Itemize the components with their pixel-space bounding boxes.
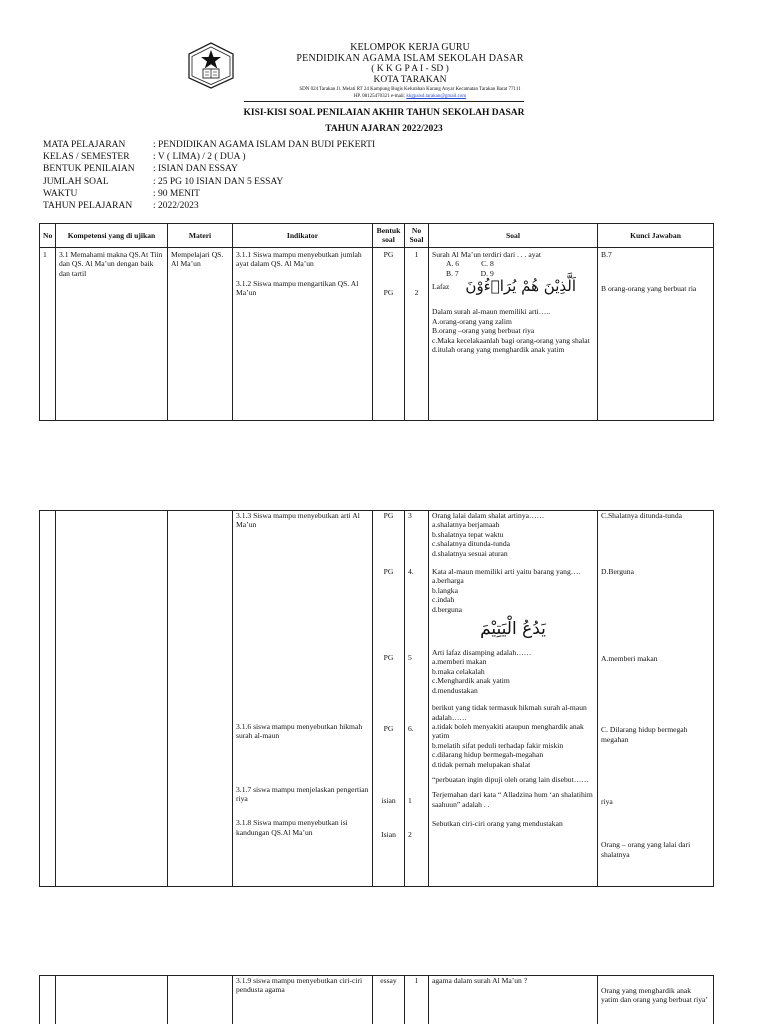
soal-1-question: Surah Al Ma’un terdiri dari . . . ayat	[432, 249, 542, 259]
soal-6-line: d.tidak pernah melupakan shalat	[432, 759, 531, 769]
info-value: : 25 PG 10 ISIAN DAN 5 ESSAY	[153, 176, 284, 187]
option-b: B. 7	[446, 268, 459, 278]
table-row	[40, 976, 714, 1024]
email-link[interactable]: kkgpaisd.tarakan@gmail.com	[406, 94, 467, 99]
info-row	[43, 200, 375, 212]
no-soal-2: 2	[414, 288, 419, 298]
kop-line-2: PENDIDIKAN AGAMA ISLAM SEKOLAH DASAR	[296, 53, 524, 64]
option-d: D. 9	[480, 268, 494, 278]
soal-7-line: “perbuatan ingin dipuji oleh orang lain disebut……	[432, 774, 589, 784]
info-label: TAHUN PELAJARAN	[43, 200, 133, 211]
identity-info	[43, 139, 375, 212]
cell-materi	[168, 976, 233, 1024]
doc-title: KISI-KISI SOAL PENILAIAN AKHIR TAHUN SEKOLAH DASAR	[243, 108, 525, 118]
soal-6-line: a.tidak boleh menyakiti ataupun menghardik anak yatim	[432, 721, 584, 741]
cell-no: 1	[40, 247, 56, 420]
cell-kompetensi	[56, 511, 168, 887]
grid-table-page-1	[39, 223, 714, 421]
soal-4-line: c.indah	[432, 595, 455, 605]
cell-soal	[429, 511, 598, 887]
arabic-verse-yadu-ul-yatim: يَدُعُ الْيَتِيْمَ	[480, 619, 546, 640]
cell-soal	[429, 247, 598, 420]
soal-3-line: b.shalatnya tepat waktu	[432, 529, 504, 539]
soal-4-line: Kata al-maun memiliki arti yaitu barang yang….	[432, 567, 581, 577]
soal-1-options-ac	[432, 259, 594, 268]
soal-9-line: Sebutkan ciri-ciri orang yang mendustakan	[432, 819, 563, 829]
cell-bentuk	[373, 511, 405, 887]
bentuk-5: PG	[383, 652, 394, 662]
kunci-7: riya	[601, 797, 613, 807]
bentuk-1: PG	[383, 249, 394, 259]
indikator-3-1-7: 3.1.7 siswa mampu menjelaskan pengertian riya	[236, 784, 369, 804]
info-value: : 2022/2023	[153, 200, 199, 211]
cell-materi	[168, 511, 233, 887]
indikator-3-1-3: 3.1.3 Siswa mampu menyebutkan arti Al Ma’un	[236, 511, 360, 530]
kunci-5: A.memberi makan	[601, 653, 658, 663]
lafaz-label: Lafaz	[432, 282, 450, 292]
cell-bentuk	[373, 247, 405, 420]
cell-materi: Mempelajari QS. Al Ma’un	[168, 247, 233, 420]
no-soal-6: 6.	[408, 724, 414, 734]
bentuk-7: isian	[381, 795, 396, 805]
soal-4-line: a.berharga	[432, 576, 464, 586]
kop-line-3: ( K K G P A I - SD )	[371, 64, 449, 74]
cell-no-soal	[405, 511, 429, 887]
info-row	[43, 163, 375, 175]
bentuk-6: PG	[383, 724, 394, 734]
kop-divider	[244, 101, 524, 102]
indikator-3-1-8: 3.1.8 Siswa mampu menyebutkan isi kandungan QS.Al Ma’un	[236, 818, 348, 837]
info-value: : PENDIDIKAN AGAMA ISLAM DAN BUDI PEKERTI	[153, 140, 376, 150]
cell-indikator	[233, 511, 373, 887]
col-header-no: No	[40, 224, 56, 248]
kop-line-4: KOTA TARAKAN	[373, 75, 447, 85]
soal-8-line: Terjemahan dari kata “ Alladzina hum ‘an shalatihim saahuun” adalah . .	[432, 790, 593, 809]
cell-kompetensi	[56, 976, 168, 1024]
soal-3-line: d.shalatnya sesuai aturan	[432, 548, 508, 558]
info-label: WAKTU	[43, 188, 78, 199]
soal-4-line: d.berguna	[432, 604, 463, 614]
cell-no	[40, 511, 56, 887]
kop-contact	[240, 93, 580, 100]
cell-no	[40, 976, 56, 1024]
soal-2-line: A.orang-orang yang zalim	[432, 316, 512, 326]
soal-3-line: a.shalatnya berjamaah	[432, 520, 500, 530]
indikator-3-1-1: 3.1.1 Siswa mampu menyebutkan jumlah ayat dalam QS. Al Ma’un	[236, 249, 362, 269]
info-label: KELAS / SEMESTER	[43, 152, 130, 163]
arabic-row	[432, 614, 594, 644]
col-header-materi: Materi	[168, 224, 233, 248]
soal-5-line: Arti lafaz disamping adalah……	[432, 648, 532, 658]
soal-5-line: d.mendustakan	[432, 685, 478, 695]
col-header-no-soal: No Soal	[405, 224, 429, 248]
col-header-kunci: Kunci Jawaban	[598, 224, 714, 248]
kop-line-1: KELOMPOK KERJA GURU	[350, 42, 470, 53]
no-soal-5: 5	[408, 652, 412, 662]
kunci-3: C.Shalatnya ditunda-tunda	[601, 511, 682, 520]
kunci-1: B.7	[601, 249, 612, 259]
cell-kunci: Orang yang menghardik anak yatim dan orang yang berbuat riya’	[598, 976, 714, 1024]
kunci-4: D.Berguna	[601, 567, 634, 577]
soal-5-line: a.memberi makan	[432, 657, 487, 667]
soal-2-line: c.Maka kecelakaanlah bagi orang-orang yang shalat	[432, 335, 590, 345]
grid-table-page-2	[39, 510, 714, 887]
doc-subtitle: TAHUN AJARAN 2022/2023	[325, 124, 443, 134]
info-label: JUMLAH SOAL	[43, 176, 109, 187]
bentuk-3: PG	[383, 511, 394, 520]
bentuk-4: PG	[383, 567, 394, 577]
soal-5-line: c.Menghardik anak yatim	[432, 676, 510, 686]
cell-kunci	[598, 511, 714, 887]
soal-4-line: b.langka	[432, 585, 458, 595]
info-value: : V ( LIMA) / 2 ( DUA )	[153, 152, 246, 163]
info-value: : ISIAN DAN ESSAY	[153, 164, 238, 175]
cell-bentuk: essay	[373, 976, 405, 1024]
no-soal-1: 1	[414, 249, 419, 259]
cell-no-soal: 1	[405, 976, 429, 1024]
no-soal-8: 2	[408, 830, 412, 840]
option-a: A. 6	[446, 259, 460, 269]
no-soal-3: 3	[408, 511, 412, 520]
info-row	[43, 139, 375, 151]
grid-table-page-3	[39, 975, 714, 1024]
info-row	[43, 188, 375, 200]
bentuk-2: PG	[383, 288, 394, 298]
cell-indikator	[233, 247, 373, 420]
col-header-soal: Soal	[429, 224, 598, 248]
letterhead	[180, 38, 580, 100]
table-header-row	[40, 224, 714, 248]
cell-no-soal	[405, 247, 429, 420]
soal-6-line: berikut yang tidak termasuk hikmah surah al-maun adalah……	[432, 703, 587, 722]
col-header-kompetensi: Kompetensi yang di ujikan	[56, 224, 168, 248]
indikator-3-1-6: 3.1.6 siswa mampu menyebutkan hikmah surah al-maun	[236, 721, 363, 741]
cell-indikator: 3.1.9 siswa mampu menyebutkan ciri-ciri pendusta agama	[233, 976, 373, 1024]
kkg-logo-icon	[186, 40, 236, 90]
soal-5-line: b.maka celakalah	[432, 666, 485, 676]
kunci-8: Orang – orang yang lalai dari shalatnya	[601, 840, 691, 859]
no-soal-4: 4.	[408, 567, 414, 577]
soal-6-line: c.dilarang hidup bermegah-megahan	[432, 750, 544, 760]
info-row	[43, 176, 375, 188]
soal-6-line: b.melatih sifat peduli terhadap fakir miskin	[432, 740, 564, 750]
soal-2-line: Dalam surah al-maun memiliki arti…..	[432, 307, 551, 317]
no-soal-7: 1	[408, 795, 412, 805]
soal-2-line: d.itulah orang yang menghardik anak yatim	[432, 345, 565, 355]
kop-address: SDN 024 Tarakan Jl. Melati RT 24 Kampung Bugis Kelurahan Karang Anyar Kecamatan Tarakan Barat 77111	[299, 87, 521, 92]
lafaz-row	[432, 277, 594, 296]
kunci-2: B orang-orang yang berbuat ria	[601, 284, 697, 294]
info-row	[43, 151, 375, 163]
kop-contact-prefix: HP. 08125470321 e-mail:	[353, 94, 406, 99]
info-label: MATA PELAJARAN	[43, 140, 126, 150]
option-c: C. 8	[481, 259, 494, 269]
soal-3-line: Orang lalai dalam shalat artinya……	[432, 511, 545, 520]
arabic-verse-yuraaun: اَلَّذِيْنَ هُمْ يُرَاۤءُوْنَ	[465, 277, 576, 296]
kunci-6: C. Dilarang hidup bermegah megahan	[601, 725, 688, 744]
soal-3-line: c.shalatnya ditunda-tunda	[432, 539, 511, 549]
col-header-indikator: Indikator	[233, 224, 373, 248]
col-header-bentuk: Bentuk soal	[373, 224, 405, 248]
table-row	[40, 247, 714, 420]
cell-kunci	[598, 247, 714, 420]
soal-2-line: B.orang –orang yang berbuat riya	[432, 326, 535, 336]
table-row	[40, 511, 714, 887]
indikator-3-1-2: 3.1.2 Siswa mampu mengartikan QS. Al Ma’un	[236, 278, 359, 298]
info-value: : 90 MENIT	[153, 188, 200, 199]
cell-soal: agama dalam surah Al Ma’un ?	[429, 976, 598, 1024]
info-label: BENTUK PENILAIAN	[43, 164, 135, 175]
bentuk-8: Isian	[381, 830, 396, 840]
cell-kompetensi: 3.1 Memahami makna QS.At Tiin dan QS. Al Ma’un dengan baik dan tartil	[56, 247, 168, 420]
